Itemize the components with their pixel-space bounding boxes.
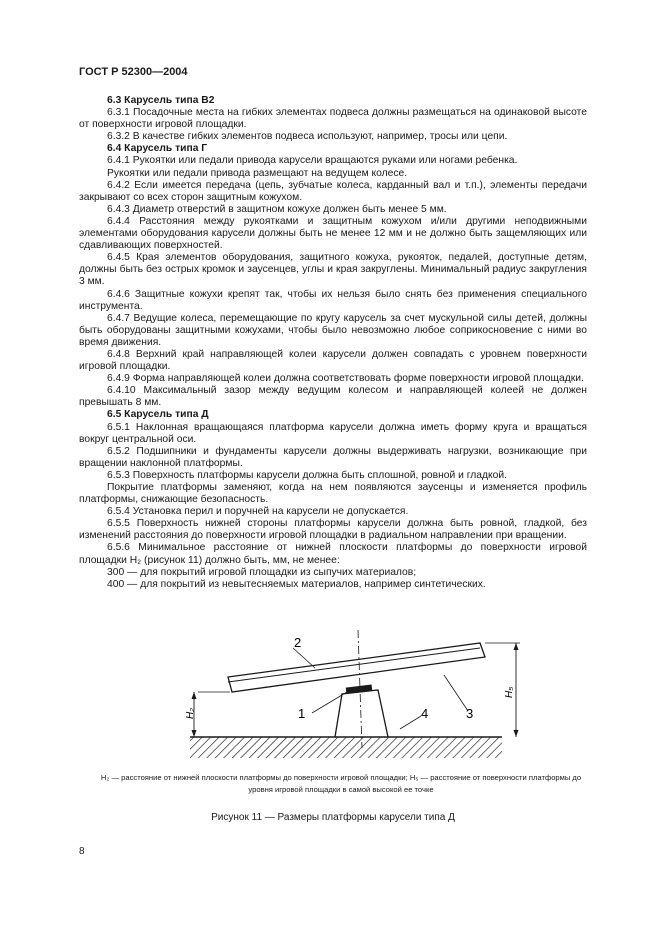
paragraph: 6.3.2 В качестве гибких элементов подвеса используют, например, тросы или цепи. <box>107 131 508 143</box>
h2-arrow-bottom <box>192 730 197 737</box>
paragraph: 6.4.3 Диаметр отверстий в защитном кожухе должен быть менее 5 мм. <box>107 203 447 215</box>
leader-4 <box>400 716 421 729</box>
paragraph: 400 — для покрытий из невытесняемых материалов, например синтетических. <box>107 578 486 590</box>
section-heading: 6.3 Карусель типа В2 <box>107 95 215 106</box>
paragraph: 6.4.2 Если имеется передача (цепь, зубчатые колеса, карданный вал и т.п.), элементы передачи закрывают со всех сторон защитным кожухом. <box>79 179 587 203</box>
callout-2: 2 <box>294 635 302 650</box>
paragraph: 6.5.6 Минимальное расстояние от нижней плоскости платформы до поверхности игровой площадки H₂ (рисунок 11) должно быть, мм, не менее: <box>79 542 587 566</box>
leader-2 <box>293 648 315 668</box>
paragraph: 6.4.7 Ведущие колеса, перемещающие по кругу карусель за счет мускульной силы детей, должны быть оборудованы защитными кожухами, чтобы было невозможно любое соприкосновение с ними во время движения. <box>79 312 587 348</box>
carousel-platform-drawing <box>185 630 520 770</box>
paragraph: 6.5.4 Установка перил и поручней на карусели не допускается. <box>107 506 409 518</box>
tilted-platform <box>228 643 485 692</box>
leader-1 <box>312 692 347 713</box>
h5-arrow-bottom <box>514 730 519 737</box>
platform-surface-line <box>228 648 480 682</box>
h5-label: H₅ <box>504 686 515 698</box>
document-header: ГОСТ Р 52300—2004 <box>79 66 188 78</box>
paragraph: 6.5.1 Наклонная вращающаяся платформа карусели должна иметь форму круга и вращаться вокруг центральной оси. <box>79 421 587 445</box>
section-heading: 6.4 Карусель типа Г <box>107 143 208 155</box>
section-heading: 6.5 Карусель типа Д <box>107 409 209 421</box>
paragraph: 6.4.10 Максимальный зазор между ведущим колесом и направляющей колеей не должен превышать 8 мм. <box>79 385 587 409</box>
paragraph: 6.5.2 Подшипники и фундаменты карусели должны выдерживать нагрузки, возникающие при вращении наклонной платформы. <box>79 445 587 469</box>
paragraph: Покрытие платформы заменяют, когда на нем появляются заусенцы и изменяется профиль платформы, снижающие безопасность. <box>79 482 587 506</box>
figure-caption: H₂ — расстояние от нижней плоскости платформы до поверхности игровой площадки; H₅ — расстояние от поверхности платформы до уровня игровой площадки в самой высокой ее точке <box>100 773 582 794</box>
leader-3 <box>444 675 468 711</box>
figure-11-diagram <box>185 630 520 770</box>
paragraph: 6.4.5 Края элементов оборудования, защитного кожуха, рукояток, педалей, доступные детям, должны быть без острых кромок и заусенцев, углы и края закруглены. Минимальный радиус закругления 3 мм. <box>79 252 587 288</box>
paragraph: 6.5.5 Поверхность нижней стороны платформы карусели должна быть ровной, гладкой, без изменений расстояния до поверхности игровой площадки в радиальном направлении при вращении. <box>79 518 587 542</box>
paragraph: 6.4.1 Рукоятки или педали привода карусели вращаются руками или ногами ребенка. <box>107 155 518 167</box>
h2-arrow-top <box>192 692 197 699</box>
paragraph: 300 — для покрытий игровой площадки из сыпучих материалов; <box>107 566 417 578</box>
figure-title: Рисунок 11 — Размеры платформы карусели типа Д <box>211 812 455 823</box>
page-number: 8 <box>79 846 85 857</box>
callout-4: 4 <box>421 706 429 721</box>
paragraph: 6.5.3 Поверхность платформы карусели должна быть сплошной, ровной и гладкой. <box>107 469 507 481</box>
paragraph: 6.4.8 Верхний край направляющей колеи карусели должен совпадать с уровнем поверхности игровой площадки. <box>79 348 587 373</box>
paragraph: 6.3.1 Посадочные места на гибких элементах подвеса должны размещаться на одинаковой высоте от поверхности игровой площадки. <box>79 107 587 131</box>
paragraph: 6.4.6 Защитные кожухи крепят так, чтобы их нельзя было снять без применения специального инструмента. <box>79 288 587 312</box>
paragraph: 6.4.4 Расстояния между рукоятками и защитным кожухом и/или другими неподвижными элементами оборудования карусели должны быть не менее 12 мм и не должно быть защемляющих или сдавливающих поверхностей. <box>79 215 587 252</box>
paragraph: 6.4.9 Форма направляющей колеи должна соответствовать форме поверхности игровой площадки. <box>107 373 584 385</box>
body-text <box>79 95 587 591</box>
ground-hatching <box>190 737 502 758</box>
callout-1: 1 <box>298 706 306 721</box>
h2-label: H₂ <box>185 707 196 719</box>
callout-3: 3 <box>466 706 474 721</box>
paragraph: Рукоятки или педали привода размещают на ведущем колесе. <box>107 167 408 179</box>
h5-arrow-top <box>514 643 519 650</box>
